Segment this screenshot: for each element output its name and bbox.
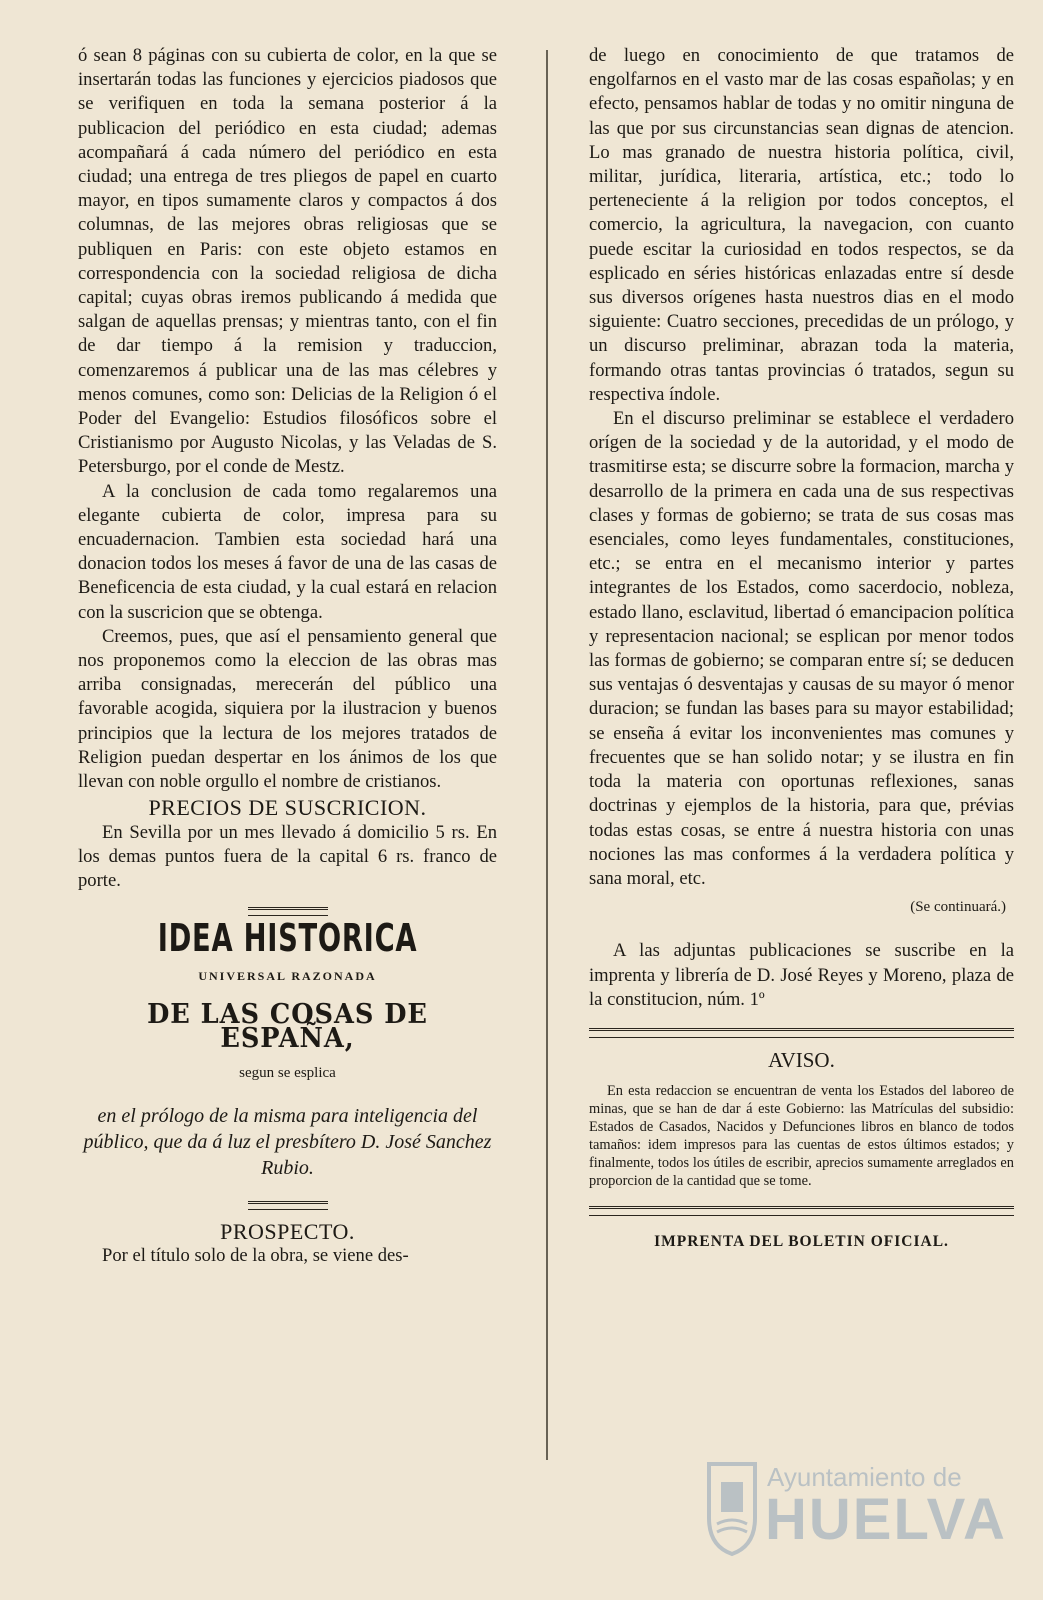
aviso-body: [589, 1082, 1014, 1190]
left-paragraph-3: Creemos, pues, que así el pensamiento general que nos proponemos como la eleccion de las obras mas arriba consignadas, merecerán del público una favorable acogida, siquiera por la ilustracion y buenos principios que la lectura de los mejores tratados de Religion puedan despertar en los ánimos de los que llevan con noble orgullo el nombre de cristianos.: [78, 625, 497, 793]
watermark-line-2: HUELVA: [765, 1487, 1007, 1552]
right-paragraph-1: de luego en conocimiento de que tratamos de engolfarnos en el vasto mar de las cosas españolas; y en efecto, pensamos hablar de todas y no omitir ninguna de las que por sus circunstancias sean dignas de atencion. Lo mas granado de nuestra historia política, civil, militar, jurídica, literaria, artística, etc.; todo lo perteneciente á la religion por todos conceptos, el comercio, la agricultura, la navegacion, con cuanto puede escitar la curiosidad en todos respectos, se da esplicado en séries históricas enlazadas entre sí desde sus diversos orígenes hasta nuestros dias en el modo siguiente: Cuatro secciones, precedidas de un prólogo, y un discurso preliminar, abrazan toda la materia, formando otras tantas provincias ó tratados, segun su respectiva índole.: [589, 45, 1014, 405]
prospecto-heading: PROSPECTO.: [220, 1219, 355, 1245]
watermark-line-1: Ayuntamiento de: [767, 1462, 962, 1492]
universal-razonada-line: UNIVERSAL RAZONADA: [198, 969, 377, 984]
ayuntamiento-watermark: [705, 1458, 1005, 1578]
continuara-note: (Se continuará.): [910, 899, 1006, 916]
left-paragraph-1: ó sean 8 páginas con su cubierta de color, en la que se insertarán todas las funciones y ejercicios piadosos que se verifiquen en toda la semana posterior á la publicacion del periódico en esta ciudad; ademas acompañará á cada número del periódico en esta ciudad; una entrega de tres pliegos de papel en cuarto mayor, en tipos sumamente claros y compactos á dos columnas, de las mejores obras religiosas que se publiquen en Paris: con este objeto estamos en correspondencia con la sociedad religiosa de dicha capital; cuyas obras iremos publicando á medida que salgan de aquellas prensas; y mientras tanto, con el fin de dar tiempo á la remision y traduccion, comenzaremos á publicar una de las mas célebres y menos comunes, como son: Delicias de la Religion ó el Poder del Evangelio: Estudios filosóficos sobre el Cristianismo por Augusto Nicolas, y las Veladas de S. Petersburgo, por el conde de Mestz.: [78, 45, 497, 478]
prologo-italic-text: en el prólogo de la misma para inteligencia del público, que da á luz el presbítero D. José Sanchez Rubio.: [83, 1105, 492, 1180]
left-column: [78, 44, 497, 1269]
segun-line: segun se esplica: [239, 1064, 336, 1081]
right-paragraph-2: En el discurso preliminar se establece el verdadero orígen de la sociedad y de la autoridad, y el modo de trasmitirse esta; se discurre sobre la formacion, marcha y desarrollo de la primera en cada una de sus respectivas clases y formas de gobierno; se trata de sus cosas mas esenciales, como leyes fundamentales, constituciones, etc.; se entra en el mecanismo interior y partes integrantes de los Estados, como sacerdocio, nobleza, estado llano, esclavitud, libertad ó emancipacion política y representacion nacional; se esplican por menor todos las formas de gobierno; se comparan entre sí; se deducen sus ventajas ó desventajas y causas de su mayor ó menor duracion; se fundan las bases para su mayor estabilidad; se enseña á evitar los inconvenientes mas comunes y frecuentes que se han solido notar; y se ilustra en fin toda la materia con oportunas reflexiones, sanas doctrinas y ejemplos de la historia, para que, prévias todas estas cosas, se entre á nuestra historia con unas nociones las mas conformes á la verdadera política y sana moral, etc.: [589, 408, 1014, 889]
aviso-text: En esta redaccion se encuentran de venta los Estados del laboreo de minas, que se han de dar á este Gobierno: las Matrículas del subsidio: Estados de Casados, Nacidos y Defunciones libros en blanco de todos tamaños: idem impresos para las cuentas de estos últimos estados; y finalmente, todos los útiles de escribir, aprecios sumamente arreglados en proporcion de la cantidad que se tome.: [589, 1083, 1014, 1190]
column-divider: [546, 50, 548, 1460]
decorative-rule-2: [248, 1201, 328, 1210]
prospecto-start: Por el título solo de la obra, se viene des-: [102, 1245, 409, 1267]
right-column: [589, 44, 1014, 1254]
precios-heading: PRECIOS DE SUSCRICION.: [148, 795, 427, 821]
idea-historica-title: IDEA HISTORICA: [157, 916, 418, 961]
cosas-de-espana-title: DE LAS COSAS DE ESPAÑA,: [147, 998, 428, 1054]
aviso-heading: AVISO.: [768, 1047, 835, 1072]
suscribe-text: A las adjuntas publicaciones se suscribe en la imprenta y librería de D. José Reyes y Moreno, plaza de la constitucion, núm. 1º: [589, 940, 1014, 1010]
precios-text: En Sevilla por un mes llevado á domicilio 5 rs. En los demas puntos fuera de la capital 6 rs. franco de porte.: [78, 821, 497, 891]
imprenta-footer: IMPRENTA DEL BOLETIN OFICIAL.: [654, 1233, 949, 1251]
shield-icon: [705, 1458, 759, 1558]
left-paragraph-2: A la conclusion de cada tomo regalaremos una elegante cubierta de color, impresa para su encuadernacion. Tambien esta sociedad hará una donacion todos los meses á favor de una de las casas de Beneficencia de esta ciudad, y la cual estará en relacion con la suscricion que se obtenga.: [78, 480, 497, 623]
decorative-rule: [248, 907, 328, 916]
horizontal-rule-2: [589, 1206, 1014, 1216]
horizontal-rule: [589, 1028, 1014, 1038]
